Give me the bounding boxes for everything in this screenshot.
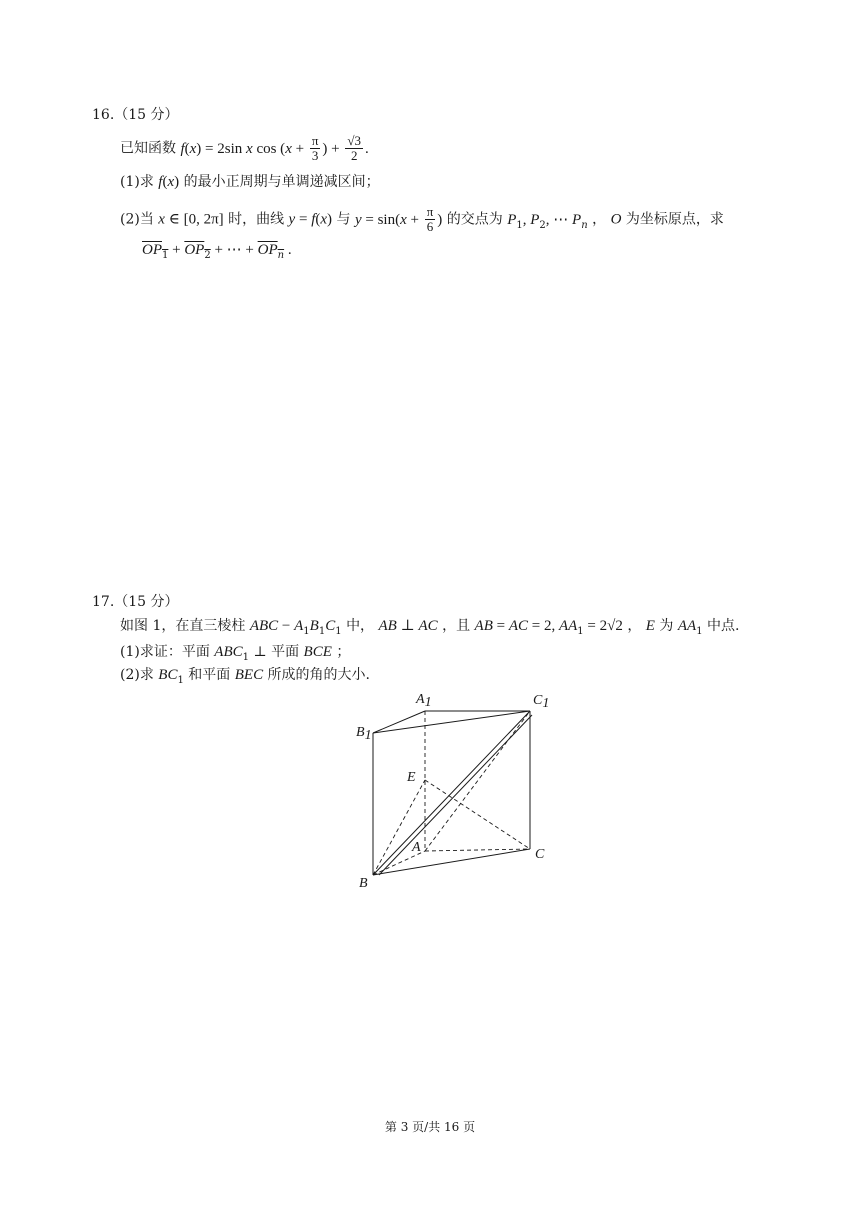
q16-part2-text2: 与 [336,211,351,228]
q17-part1-text2: ； [336,644,351,660]
q16-line1-text: 已知函数 [120,140,176,157]
label-b1: B1 [356,725,372,743]
edge-b-c [373,849,530,875]
q17-line1-text1: 如图 1，在直三棱柱 [120,618,246,634]
q17-header: 17.（15 分） [92,594,179,610]
q16-part2-text1: 时，曲线 [228,211,285,228]
q17-part2-text2: 所成的角的大小. [267,667,370,683]
seg-a-c1 [425,711,530,851]
q16-part2-text5: 为坐标原点，求 [625,211,724,228]
q17-segment-aa1: $AA_1$ [677,618,703,637]
q16-part1-label: (1)求 [120,174,154,190]
label-c: C [535,847,545,862]
q17-plane-abc1: $ABC_1$ [214,644,250,663]
q17-perp: AB ⊥ AC [378,618,438,634]
q17-point-e: E [645,618,655,634]
q17-prism: ABC − $A_1B_1C_1$ [249,618,342,637]
q16-vector-sum: $OP_1 + OP_2$ + ⋯ + $OP_n$ . [142,242,292,261]
label-c1: C1 [533,693,550,711]
q17-line-bc1: $BC_1$ [158,667,184,686]
q16-part1: (1)求 f(x) 的最小正周期与单调递减区间； [120,174,380,190]
q16-header: 16.（15 分） [92,107,179,123]
q17-part1-label: (1)求证：平面 [120,644,210,660]
q17-line1-text4: ， [627,618,642,634]
q17-part2-text1: 和平面 [188,667,231,683]
q16-part2-curve1: y = f(x) [288,211,333,228]
q17-line1-text3: ，且 [442,618,471,634]
q17-part1-text1: ⊥ 平面 [253,644,300,660]
q16-part2-points: $P_1$, $P_2$, ⋯ $P_n$ [507,211,588,231]
q16-part1-text: 的最小正周期与单调递减区间； [183,174,380,190]
label-a1: A1 [416,692,432,710]
q17-part2-label: (2)求 [120,667,154,683]
q17-plane-bce: BCE [303,644,332,660]
q17-plane-bec: BEC [234,667,264,683]
seg-e-c [425,780,530,849]
seg-b-e [373,780,425,875]
diag-b-c1 [373,711,530,875]
label-b: B [359,876,368,891]
q16-part2-label: (2)当 [120,211,154,228]
q17-line1-text6: 中点. [707,618,740,634]
q17-lengths: AB = AC = 2, $AA_1 = 2√2$ [474,618,623,637]
q16-part1-math: f [158,174,163,190]
q16-part2-text4: ， [592,211,607,228]
q16-part2-interval: x ∈ [0, 2π] [158,211,224,228]
page-footer: 第 3 页/共 16 页 [384,1120,476,1134]
q17-line1-text5: 为 [659,618,674,634]
q16-part2-text3: 的交点为 [446,211,503,228]
q17-line1-text2: 中， [346,618,375,634]
edge-b1-c1 [373,711,530,733]
q16-part2-curve2: y = sin(x + $\frac{\pi}{6}$ ) [354,204,443,234]
label-a: A [412,840,421,855]
edge-a-c [425,849,530,851]
q16-part2-origin: O [610,211,622,228]
q16-function-formula: f(x) = 2sin x cos (x + $\frac{\pi}{3}$ ) + $\frac{√3}{2}$ . [180,133,369,163]
label-e: E [407,770,416,785]
